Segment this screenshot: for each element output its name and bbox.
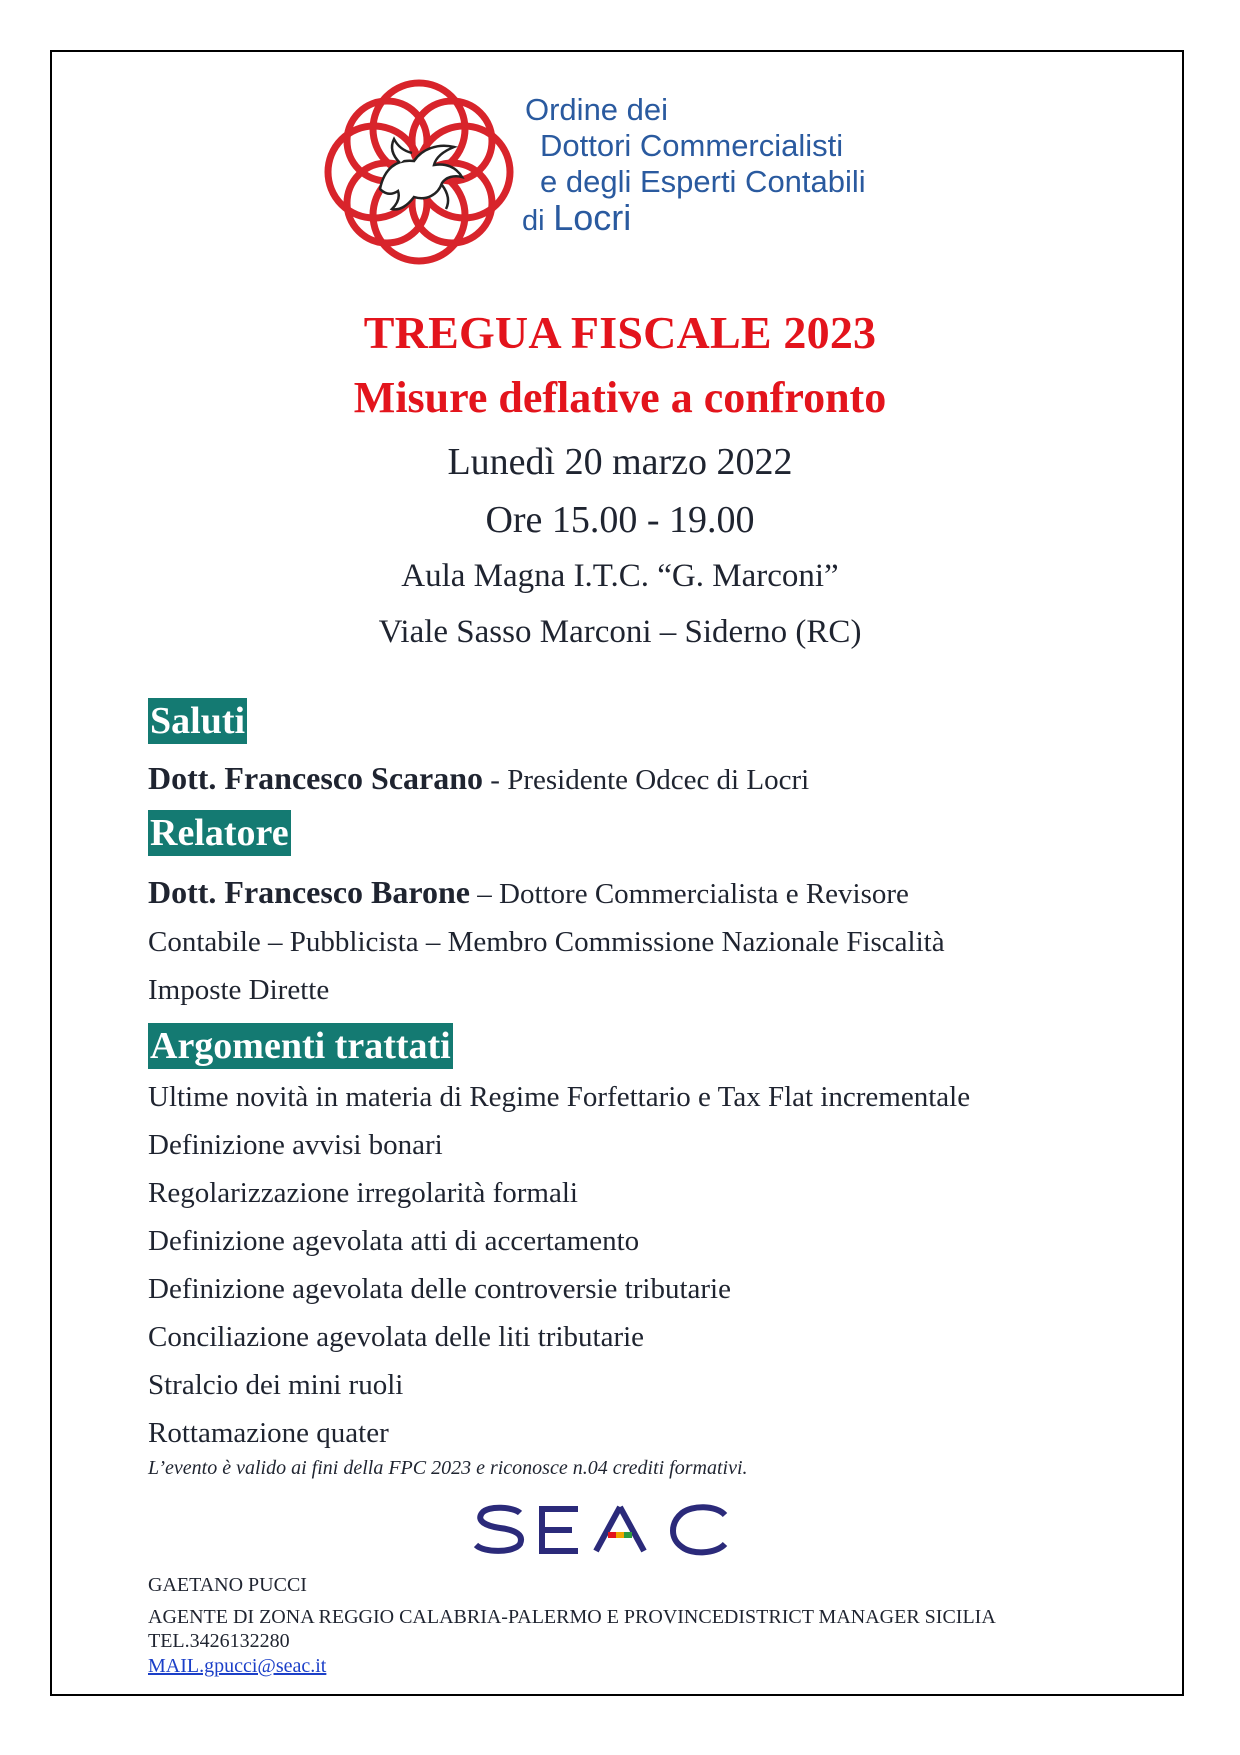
saluti-line bbox=[148, 760, 809, 797]
relatore-speaker-name: Dott. Francesco Barone bbox=[148, 874, 470, 910]
event-place: Aula Magna I.T.C. “G. Marconi” bbox=[401, 558, 839, 594]
relatore-role-line3: Imposte Dirette bbox=[148, 974, 330, 1006]
relatore-line1 bbox=[148, 874, 909, 911]
seac-logo-icon bbox=[470, 1499, 735, 1559]
event-subtitle: Misure deflative a confronto bbox=[353, 373, 887, 422]
relatore-role-line1: Dottore Commercialista e Revisore bbox=[499, 878, 909, 910]
logo-line2: Dottori Commercialisti bbox=[540, 128, 844, 163]
saluti-speaker-name: Dott. Francesco Scarano bbox=[148, 760, 484, 796]
event-address: Viale Sasso Marconi – Siderno (RC) bbox=[378, 614, 862, 650]
contact-phone: TEL.3426132280 bbox=[148, 1630, 290, 1652]
topic-item: Definizione agevolata delle controversie tributarie bbox=[148, 1273, 731, 1305]
relatore-separator: – bbox=[470, 878, 499, 910]
contact-name: GAETANO PUCCI bbox=[148, 1574, 307, 1596]
section-header-saluti: Saluti bbox=[150, 700, 246, 742]
section-header-relatore: Relatore bbox=[150, 812, 289, 854]
topic-item: Definizione agevolata atti di accertamento bbox=[148, 1225, 640, 1257]
relatore-role-line2: Contabile – Pubblicista – Membro Commissione Nazionale Fiscalità bbox=[148, 926, 945, 958]
saluti-separator: - bbox=[483, 764, 508, 796]
logo-line4-city: Locri bbox=[553, 197, 632, 238]
topic-item: Rottamazione quater bbox=[148, 1417, 389, 1449]
logo-line4-prefix: di bbox=[522, 205, 545, 237]
logo-line1: Ordine dei bbox=[525, 92, 669, 127]
section-header-argomenti: Argomenti trattati bbox=[150, 1025, 451, 1067]
saluti-speaker-role: Presidente Odcec di Locri bbox=[507, 764, 810, 796]
topic-item: Definizione avvisi bonari bbox=[148, 1129, 443, 1161]
topic-item: Regolarizzazione irregolarità formali bbox=[148, 1177, 578, 1209]
contact-email-link[interactable]: MAIL.gpucci@seac.it bbox=[148, 1655, 327, 1677]
event-title: TREGUA FISCALE 2023 bbox=[363, 307, 877, 358]
topic-item: Conciliazione agevolata delle liti tributarie bbox=[148, 1321, 645, 1353]
contact-email-row bbox=[148, 1655, 326, 1678]
odcec-logo-icon bbox=[322, 77, 517, 267]
event-time: Ore 15.00 - 19.00 bbox=[485, 499, 755, 541]
odcec-logo-text bbox=[520, 92, 866, 239]
credits-note: L’evento è valido ai fini della FPC 2023 e riconosce n.04 crediti formativi. bbox=[148, 1457, 748, 1479]
topic-item: Ultime novità in materia di Regime Forfettario e Tax Flat incrementale bbox=[148, 1081, 971, 1113]
contact-role: AGENTE DI ZONA REGGIO CALABRIA-PALERMO E PROVINCEDISTRICT MANAGER SICILIA bbox=[148, 1606, 996, 1628]
event-date: Lunedì 20 marzo 2022 bbox=[447, 441, 793, 483]
topic-item: Stralcio dei mini ruoli bbox=[148, 1369, 404, 1401]
logo-line3: e degli Esperti Contabili bbox=[540, 164, 866, 199]
